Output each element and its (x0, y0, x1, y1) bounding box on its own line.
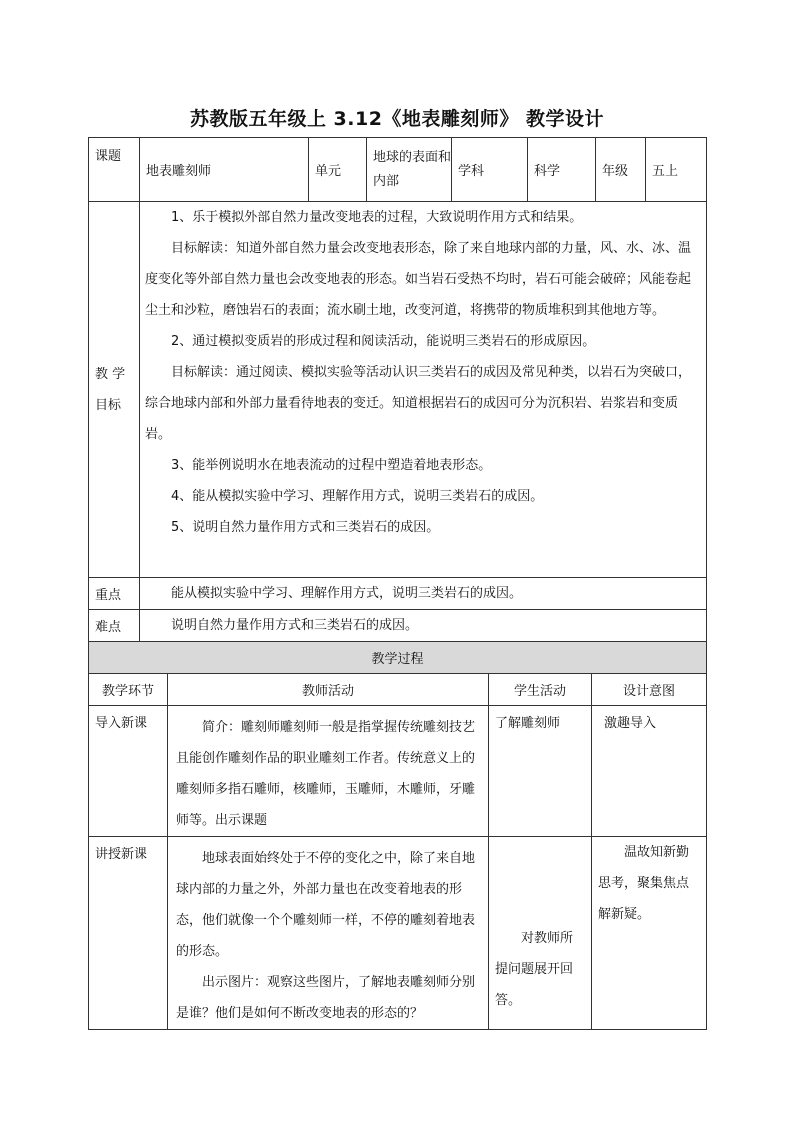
difficulty-label: 难点 (89, 610, 140, 642)
objectives-label-text: 教 学 目标 (95, 366, 126, 413)
intent-cell: 温故知新勤思考，聚集焦点解新疑。 (592, 837, 707, 1030)
subject-value: 科学 (528, 138, 596, 202)
objectives-label (89, 202, 140, 578)
stage-cell: 讲授新课 (89, 837, 168, 1030)
teacher-paragraph: 地球表面始终处于不停的变化之中，除了来自地球内部的力量之外，外部力量也在改变着地表的形态，他们就像一个个雕刻师一样，不停的雕刻着地表的形态。 (176, 851, 476, 959)
unit-value: 地球的表面和内部 (367, 138, 452, 202)
process-table (88, 641, 707, 1030)
difficulty-value: 说明自然力量作用方式和三类岩石的成因。 (140, 610, 707, 642)
objective-item: 4、能从模拟实验中学习、理解作用方式，说明三类岩石的成因。 (171, 489, 544, 504)
lesson-value: 地表雕刻师 (140, 138, 309, 202)
lesson-label: 课题 (89, 138, 140, 202)
grade-label: 年级 (596, 138, 646, 202)
objective-item: 2、通过模拟变质岩的形成过程和阅读活动，能说明三类岩石的形成原因。 (171, 334, 596, 349)
student-cell: 对教师所提问题展开回答。 (489, 837, 592, 1030)
teacher-cell (168, 837, 489, 1030)
header-teacher: 教师活动 (168, 674, 489, 706)
objective-item: 5、说明自然力量作用方式和三类岩石的成因。 (171, 520, 440, 535)
teacher-paragraph: 出示图片：观察这些图片，了解地表雕刻师分别是谁？他们是如何不断改变地表的形态的？ (176, 975, 476, 1021)
table-row (89, 837, 707, 1030)
teacher-cell: 简介：雕刻师雕刻师一般是指掌握传统雕刻技艺且能创作雕刻作品的职业雕刻工作者。传统意义上的雕刻师多指石雕师，核雕师，玉雕师，木雕师，牙雕师等。出示课题 (168, 706, 489, 837)
unit-label: 单元 (309, 138, 367, 202)
objective-item: 目标解读：通过阅读、模拟实验等活动认识三类岩石的成因及常见种类，以岩石为突破口，综合地球内部和外部力量看待地表的变迁。知道根据岩石的成因可分为沉积岩、岩浆岩和变质岩。 (145, 365, 692, 442)
process-title: 教学过程 (89, 642, 707, 674)
student-cell: 了解雕刻师 (489, 706, 592, 837)
key-point-value: 能从模拟实验中学习、理解作用方式，说明三类岩石的成因。 (140, 578, 707, 610)
header-intent: 设计意图 (592, 674, 707, 706)
objective-item: 1、乐于模拟外部自然力量改变地表的过程，大致说明作用方式和结果。 (171, 210, 583, 225)
header-student: 学生活动 (489, 674, 592, 706)
intent-cell: 激趣导入 (592, 706, 707, 837)
key-point-label: 重点 (89, 578, 140, 610)
header-stage: 教学环节 (89, 674, 168, 706)
table-row (89, 706, 707, 837)
objective-item: 3、能举例说明水在地表流动的过程中塑造着地表形态。 (171, 458, 492, 473)
objective-item: 目标解读：知道外部自然力量会改变地表形态，除了来自地球内部的力量，风、水、冰、温度变化等外部自然力量也会改变地表的形态。如当岩石受热不均时，岩石可能会破碎；风能卷起尘土和沙粒，磨蚀岩石的表面；流水刷土地，改变河道，将携带的物质堆积到其他地方等。 (145, 241, 692, 318)
grade-value: 五上 (646, 138, 707, 202)
lesson-info-table (88, 137, 707, 642)
page-title: 苏教版五年级上 3.12《地表雕刻师》 教学设计 (189, 108, 605, 130)
subject-label: 学科 (452, 138, 528, 202)
objectives-content (140, 202, 707, 578)
stage-cell: 导入新课 (89, 706, 168, 837)
